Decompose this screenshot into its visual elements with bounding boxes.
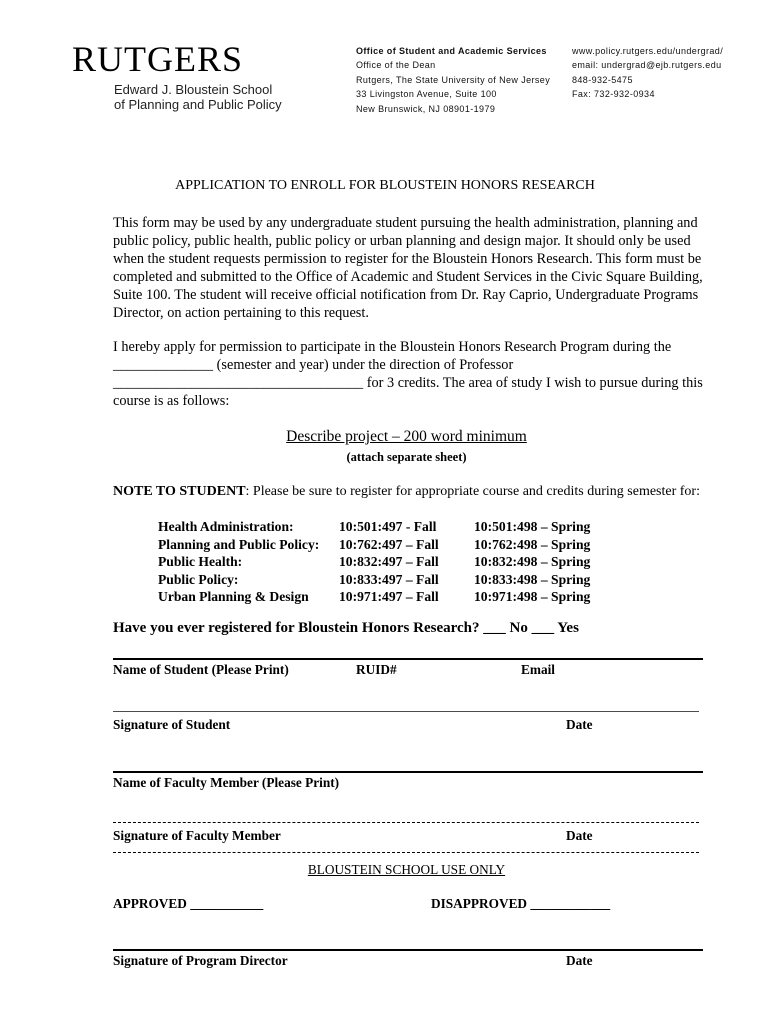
- note-to-student: [113, 483, 703, 501]
- fall-course: 10:971:497 – Fall: [339, 589, 439, 604]
- student-signature-label: Signature of Student: [113, 717, 231, 732]
- faculty-date-label: Date: [566, 828, 593, 843]
- student-signature-field[interactable]: [113, 735, 703, 771]
- fall-course: 10:762:497 – Fall: [339, 536, 439, 552]
- faculty-name-label: Name of Faculty Member (Please Print): [113, 775, 340, 790]
- describe-heading: Describe project – 200 word minimum: [286, 428, 527, 445]
- city-line: New Brunswick, NJ 08901-1979: [356, 104, 496, 114]
- spring-course: 10:971:498 – Spring: [474, 589, 591, 604]
- faculty-name-field[interactable]: [113, 792, 703, 822]
- office-dean: Office of the Dean: [356, 60, 436, 70]
- director-signature-label: Signature of Program Director: [113, 953, 288, 968]
- student-info-line: [113, 711, 699, 712]
- student-info-field[interactable]: [113, 679, 703, 709]
- program-name: Public Health:: [158, 554, 243, 569]
- course-table: [158, 518, 590, 606]
- spring-course: 10:501:498 – Spring: [474, 519, 591, 534]
- program-name: Urban Planning & Design: [158, 589, 309, 604]
- fall-course: 10:501:497 - Fall: [339, 519, 437, 534]
- page-title: APPLICATION TO ENROLL FOR BLOUSTEIN HONORS RESEARCH: [175, 178, 595, 193]
- ruid-label: RUID#: [356, 662, 397, 677]
- course-row: [158, 536, 590, 554]
- email-address: email: undergrad@ejb.rutgers.edu: [572, 60, 722, 70]
- prior-registration-question[interactable]: Have you ever registered for Bloustein Honors Research? ___ No ___ Yes: [113, 620, 579, 636]
- address-line: 33 Livingston Avenue, Suite 100: [356, 89, 497, 99]
- course-row: [158, 571, 590, 589]
- school-name-line-1: Edward J. Bloustein School: [114, 82, 273, 97]
- website-url: www.policy.rutgers.edu/undergrad/: [572, 46, 724, 56]
- note-label: NOTE TO STUDENT: [113, 484, 246, 499]
- faculty-name-line: [113, 822, 699, 823]
- divider: [113, 949, 703, 951]
- spring-course: 10:762:498 – Spring: [474, 536, 591, 552]
- spring-course: 10:832:498 – Spring: [474, 554, 591, 569]
- note-text: : Please be sure to register for appropriate course and credits during semester for:: [245, 484, 700, 499]
- director-date-label: Date: [566, 953, 593, 968]
- rutgers-logo-wordmark: RUTGERS: [72, 39, 244, 79]
- disapproved-field[interactable]: DISAPPROVED ____________: [431, 896, 611, 911]
- school-use-heading: BLOUSTEIN SCHOOL USE ONLY: [307, 862, 506, 877]
- program-name: Public Policy:: [158, 571, 239, 587]
- spring-course: 10:833:498 – Spring: [474, 571, 591, 587]
- student-date-label: Date: [566, 717, 593, 732]
- cut-line: [113, 852, 699, 853]
- approved-field[interactable]: APPROVED ___________: [113, 896, 264, 911]
- intro-paragraph: This form may be used by any undergraduate student pursuing the health administration, planning and public policy, public health, public policy or urban planning and design major. It should only be used when the student requests permission to register for the Bloustein Honors Research. This form must be completed and submitted to the Office of Academic and Student Services in the Civic Square Building, Suite 100. The student will receive official notification from Dr. Ray Caprio, Undergraduate Programs Director, on action pertaining to this request.: [113, 215, 703, 321]
- course-row: [158, 553, 590, 571]
- apply-paragraph: I hereby apply for permission to participate in the Bloustein Honors Research Program during the ______________ (semester and year) under the direction of Professor ___________________________________ for 3 credits. The area of study I wish to pursue during this course is as follows:: [113, 339, 703, 409]
- course-row: [158, 518, 590, 536]
- program-name: Health Administration:: [158, 519, 294, 534]
- director-signature-field[interactable]: [113, 915, 703, 949]
- program-name: Planning and Public Policy:: [158, 536, 320, 552]
- office-name: Office of Student and Academic Services: [356, 46, 547, 56]
- fall-course: 10:833:497 – Fall: [339, 571, 439, 587]
- faculty-signature-label: Signature of Faculty Member: [113, 828, 281, 843]
- phone-number: 848-932-5475: [572, 75, 633, 85]
- divider: [113, 771, 703, 773]
- school-name-line-2: of Planning and Public Policy: [114, 97, 282, 112]
- divider: [113, 658, 703, 660]
- course-row: [158, 588, 590, 606]
- fall-course: 10:832:497 – Fall: [339, 554, 439, 569]
- university-name: Rutgers, The State University of New Jersey: [356, 75, 551, 85]
- student-name-label: Name of Student (Please Print): [113, 662, 289, 677]
- fax-number: Fax: 732-932-0934: [572, 89, 655, 99]
- email-label: Email: [521, 662, 555, 677]
- describe-subheading: (attach separate sheet): [346, 450, 467, 464]
